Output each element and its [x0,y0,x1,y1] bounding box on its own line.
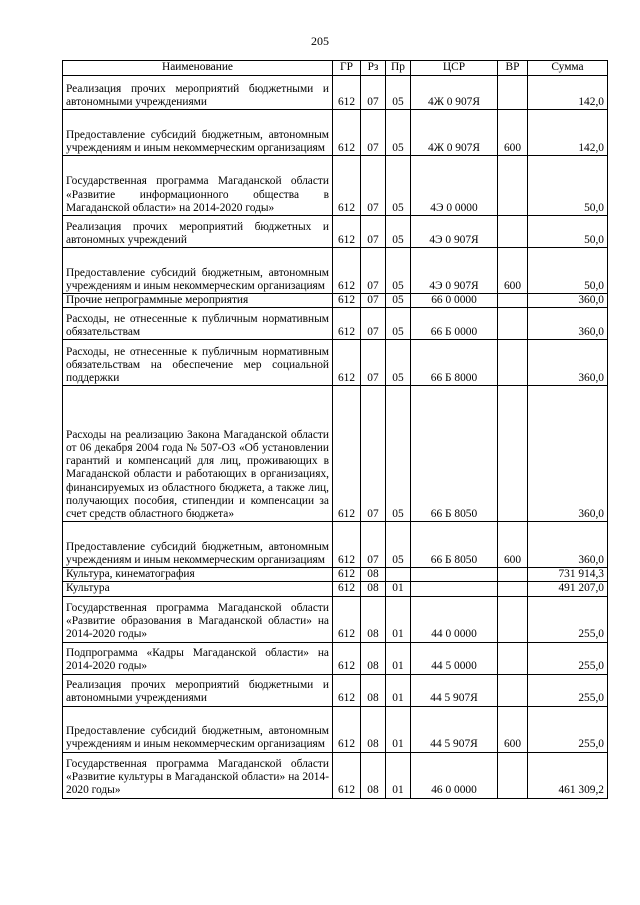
cell-gr: 612 [333,642,361,674]
table-row [63,340,608,386]
cell-pr: 05 [386,386,411,522]
cell-rz: 07 [361,522,386,568]
cell-csr: 44 5 907Я [411,674,498,706]
cell-sum: 491 207,0 [528,582,608,596]
cell-vr [498,294,528,308]
cell-sum: 142,0 [528,110,608,156]
cell-vr [498,596,528,642]
cell-vr [498,340,528,386]
header-gr: ГР [333,61,361,76]
table-row [63,248,608,294]
cell-csr: 46 0 0000 [411,752,498,798]
cell-name: Реализация прочих мероприятий бюджетных и автономных учреждений [63,216,333,248]
cell-rz: 08 [361,674,386,706]
cell-name: Предоставление субсидий бюджетным, автономным учреждениям и иным некоммерческим организациям [63,706,333,752]
cell-rz: 07 [361,76,386,110]
cell-sum: 360,0 [528,386,608,522]
cell-name: Государственная программа Магаданской области «Развитие образования в Магаданской области» на 2014-2020 годы» [63,596,333,642]
cell-rz: 08 [361,706,386,752]
cell-rz: 07 [361,308,386,340]
cell-pr: 01 [386,642,411,674]
cell-gr: 612 [333,568,361,582]
cell-pr: 05 [386,522,411,568]
cell-csr: 4Э 0 907Я [411,248,498,294]
header-rz: Рз [361,61,386,76]
cell-gr: 612 [333,752,361,798]
cell-rz: 07 [361,216,386,248]
cell-csr: 66 Б 0000 [411,308,498,340]
table-row [63,294,608,308]
cell-sum: 255,0 [528,706,608,752]
page-number: 205 [311,34,329,48]
cell-rz: 07 [361,156,386,216]
cell-gr: 612 [333,76,361,110]
cell-gr: 612 [333,294,361,308]
cell-csr: 4Э 0 907Я [411,216,498,248]
cell-name: Государственная программа Магаданской области «Развитие культуры в Магаданской области» на 2014-2020 годы» [63,752,333,798]
cell-sum: 731 914,3 [528,568,608,582]
cell-gr: 612 [333,308,361,340]
cell-name: Предоставление субсидий бюджетным, автономным учреждениям и иным некоммерческим организациям [63,110,333,156]
cell-csr [411,582,498,596]
cell-csr: 66 0 0000 [411,294,498,308]
cell-rz: 08 [361,582,386,596]
cell-pr: 01 [386,706,411,752]
cell-pr: 05 [386,308,411,340]
cell-sum: 50,0 [528,216,608,248]
header-sum: Сумма [528,61,608,76]
cell-pr: 01 [386,582,411,596]
cell-name: Прочие непрограммные мероприятия [63,294,333,308]
cell-csr: 66 Б 8000 [411,340,498,386]
cell-sum: 461 309,2 [528,752,608,798]
cell-gr: 612 [333,156,361,216]
table-row [63,308,608,340]
cell-csr: 66 Б 8050 [411,522,498,568]
cell-rz: 08 [361,642,386,674]
cell-vr [498,386,528,522]
table-row [63,156,608,216]
cell-rz: 08 [361,752,386,798]
cell-rz: 07 [361,248,386,294]
cell-sum: 360,0 [528,294,608,308]
cell-vr: 600 [498,248,528,294]
cell-sum: 255,0 [528,596,608,642]
cell-name: Реализация прочих мероприятий бюджетными и автономными учреждениями [63,76,333,110]
table-row [63,706,608,752]
cell-csr: 66 Б 8050 [411,386,498,522]
table-row [63,386,608,522]
table-row [63,216,608,248]
cell-vr [498,568,528,582]
cell-pr: 05 [386,216,411,248]
table-row [63,596,608,642]
cell-vr [498,582,528,596]
cell-pr: 01 [386,674,411,706]
cell-sum: 142,0 [528,76,608,110]
cell-pr: 05 [386,110,411,156]
cell-rz: 07 [361,110,386,156]
cell-csr: 4Э 0 0000 [411,156,498,216]
cell-csr: 4Ж 0 907Я [411,76,498,110]
cell-name: Расходы, не отнесенные к публичным нормативным обязательствам на обеспечение мер социальной поддержки [63,340,333,386]
cell-name: Предоставление субсидий бюджетным, автономным учреждениям и иным некоммерческим организациям [63,248,333,294]
cell-rz: 08 [361,568,386,582]
cell-pr: 01 [386,596,411,642]
cell-gr: 612 [333,386,361,522]
table-row [63,582,608,596]
cell-gr: 612 [333,522,361,568]
cell-vr: 600 [498,706,528,752]
cell-csr: 44 0 0000 [411,596,498,642]
cell-vr [498,642,528,674]
table-row [63,568,608,582]
header-vr: ВР [498,61,528,76]
cell-sum: 360,0 [528,308,608,340]
cell-name: Расходы, не отнесенные к публичным нормативным обязательствам [63,308,333,340]
cell-sum: 255,0 [528,642,608,674]
header-csr: ЦСР [411,61,498,76]
cell-pr: 05 [386,340,411,386]
cell-name: Реализация прочих мероприятий бюджетными и автономными учреждениями [63,674,333,706]
cell-csr: 44 5 0000 [411,642,498,674]
cell-vr: 600 [498,110,528,156]
table-row [63,522,608,568]
cell-sum: 360,0 [528,340,608,386]
cell-csr: 4Ж 0 907Я [411,110,498,156]
cell-vr [498,156,528,216]
cell-sum: 50,0 [528,248,608,294]
cell-vr [498,216,528,248]
cell-gr: 612 [333,674,361,706]
cell-pr: 05 [386,76,411,110]
cell-name: Расходы на реализацию Закона Магаданской области от 06 декабря 2004 года № 507-ОЗ «Об установлении гарантий и компенсаций для лиц, проживающих в Магаданской области и работающих в организациях, финансируемых из областного бюджета, а также лиц, получающих пособия, стипендии и компенсации за счет средств областного бюджета» [63,386,333,522]
cell-csr: 44 5 907Я [411,706,498,752]
cell-pr [386,568,411,582]
table-row [63,76,608,110]
cell-gr: 612 [333,340,361,386]
cell-name: Подпрограмма «Кадры Магаданской области» на 2014-2020 годы» [63,642,333,674]
cell-name: Культура [63,582,333,596]
cell-vr [498,76,528,110]
table-row [63,674,608,706]
table-row [63,110,608,156]
cell-gr: 612 [333,706,361,752]
cell-vr: 600 [498,522,528,568]
cell-vr [498,674,528,706]
cell-name: Государственная программа Магаданской области «Развитие информационного общества в Магаданской области» на 2014-2020 годы» [63,156,333,216]
cell-gr: 612 [333,110,361,156]
table-row [63,642,608,674]
cell-vr [498,308,528,340]
cell-rz: 07 [361,340,386,386]
table-header-row [63,61,608,76]
header-pr: Пр [386,61,411,76]
header-name: Наименование [63,61,333,76]
cell-gr: 612 [333,216,361,248]
cell-vr [498,752,528,798]
cell-rz: 08 [361,596,386,642]
cell-rz: 07 [361,294,386,308]
cell-pr: 05 [386,294,411,308]
cell-gr: 612 [333,248,361,294]
cell-pr: 05 [386,156,411,216]
cell-sum: 50,0 [528,156,608,216]
cell-name: Предоставление субсидий бюджетным, автономным учреждениям и иным некоммерческим организациям [63,522,333,568]
cell-pr: 01 [386,752,411,798]
cell-gr: 612 [333,596,361,642]
cell-sum: 255,0 [528,674,608,706]
cell-gr: 612 [333,582,361,596]
cell-csr [411,568,498,582]
budget-table [62,60,608,799]
table-row [63,752,608,798]
cell-sum: 360,0 [528,522,608,568]
cell-pr: 05 [386,248,411,294]
cell-name: Культура, кинематография [63,568,333,582]
table-body [63,76,608,799]
cell-rz: 07 [361,386,386,522]
